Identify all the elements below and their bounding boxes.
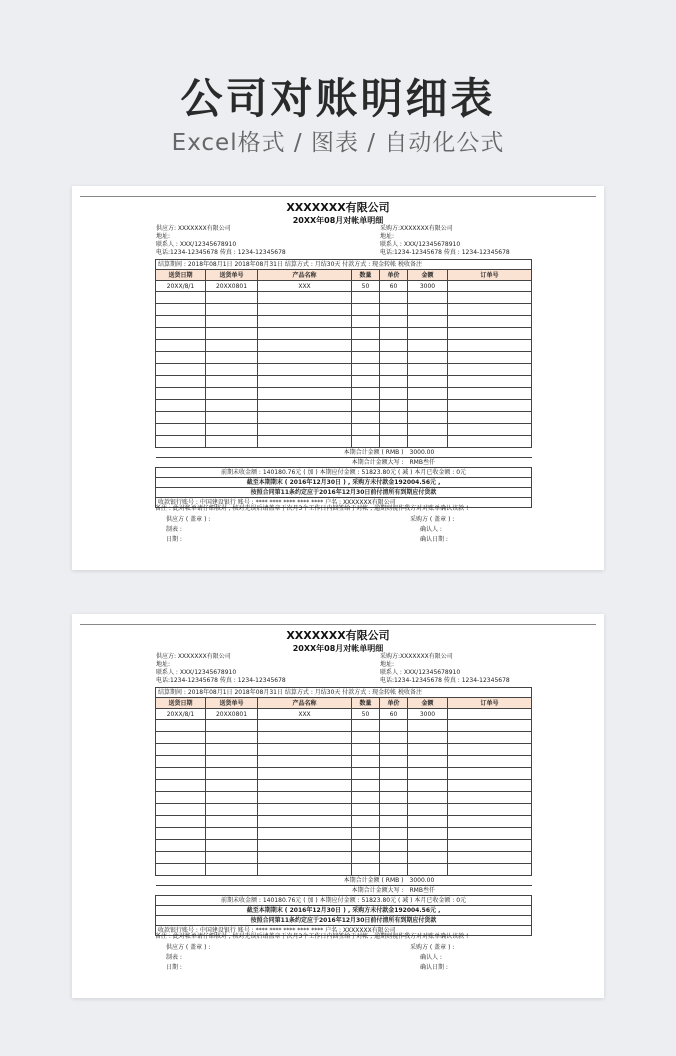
col-header: 单价 (380, 270, 408, 281)
payment-terms: 按照合同第11条约定应于2016年12月30日前付清所有到期应付货款 (156, 916, 532, 926)
supplier-phone: 电话:1234-12345678 传真 : 1234-12345678 (156, 249, 286, 256)
bank-info: 收款银行账号 : 中国建设银行 账号 : **** **** **** **** **** 户名 : XXXXXXX有限公司 (156, 498, 532, 508)
empty-row (156, 412, 532, 424)
confirm-date: 确认日期 : (420, 964, 448, 971)
col-header: 送货单号 (206, 698, 258, 709)
statement-title: 20XX年08月对帐单明细 (292, 644, 384, 653)
total-value: 3000.00 (408, 448, 532, 458)
col-header: 产品名称 (258, 698, 352, 709)
empty-row (156, 352, 532, 364)
supplier-sign: 供应方 ( 盖章 ) : (166, 944, 211, 951)
table-header-row (156, 270, 532, 281)
statement-preview-card (72, 614, 604, 998)
empty-row (156, 864, 532, 876)
company-title: XXXXXXX有限公司 (286, 629, 390, 642)
cell-product: XXX (258, 709, 352, 720)
cutoff-balance: 截至本期期末 ( 2016年12月30日 ) , 采购方未付款金192004.56元 , (156, 478, 532, 488)
empty-row (156, 436, 532, 448)
supplier-name: 供应方: XXXXXXX有限公司 (156, 653, 231, 660)
uppercase-value: RMB叁仟 (408, 458, 532, 468)
buyer-phone: 电话:1234-12345678 传真 : 1234-12345678 (380, 677, 510, 684)
empty-row (156, 744, 532, 756)
cell-no: 20XX0801 (206, 281, 258, 292)
cell-order (448, 709, 532, 720)
confirmer: 确认人 : (420, 526, 442, 533)
total-label: 本期合计金额 ( RMB ) (156, 448, 408, 458)
cell-date: 20XX/8/1 (156, 281, 206, 292)
supplier-address: 地址: (156, 661, 171, 668)
col-header: 数量 (352, 270, 380, 281)
empty-row (156, 376, 532, 388)
col-header: 送货日期 (156, 698, 206, 709)
empty-row (156, 732, 532, 744)
cell-price: 60 (380, 709, 408, 720)
payment-terms: 按照合同第11条约定应于2016年12月30日前付清所有到期应付货款 (156, 488, 532, 498)
col-header: 产品名称 (258, 270, 352, 281)
cell-qty: 50 (352, 709, 380, 720)
table-header-row (156, 698, 532, 709)
reviewer: 制表 : (166, 954, 182, 961)
empty-row (156, 780, 532, 792)
empty-row (156, 400, 532, 412)
statement-sheet (80, 624, 596, 989)
cell-product: XXX (258, 281, 352, 292)
statement-table (155, 259, 532, 508)
statement-table (155, 687, 532, 936)
empty-row (156, 828, 532, 840)
supplier-sign: 供应方 ( 盖章 ) : (166, 516, 211, 523)
uppercase-label: 本期合计金额大写 : (156, 886, 408, 896)
supplier-contact: 联系人 : XXX/12345678910 (156, 241, 237, 248)
buyer-sign: 采购方 ( 盖章 ) : (410, 944, 455, 951)
buyer-address: 地址: (380, 661, 395, 668)
col-header: 数量 (352, 698, 380, 709)
buyer-contact: 联系人 : XXX/12345678910 (380, 669, 461, 676)
settlement-period: 结算期间 : 2018年08月1日 2018年08月31日 结算方式 : 月结30天 付款方式 : 现金转帐 税收备注 (156, 688, 532, 698)
date: 日期 : (166, 964, 182, 971)
empty-row (156, 804, 532, 816)
empty-row (156, 840, 532, 852)
empty-row (156, 364, 532, 376)
col-header: 金额 (408, 698, 448, 709)
col-header: 送货单号 (206, 270, 258, 281)
empty-row (156, 768, 532, 780)
prior-balance: 前期未收金额 : 140180.76元 ( 加 ) 本期应付金额 : 51823.80元 ( 减 ) 本月已收金额 : 0元 (156, 468, 532, 478)
empty-row (156, 304, 532, 316)
empty-row (156, 756, 532, 768)
uppercase-value: RMB叁仟 (408, 886, 532, 896)
empty-row (156, 328, 532, 340)
buyer-address: 地址: (380, 233, 395, 240)
col-header: 订单号 (448, 270, 532, 281)
statement-title: 20XX年08月对帐单明细 (292, 216, 384, 225)
reviewer: 制表 : (166, 526, 182, 533)
empty-row (156, 340, 532, 352)
supplier-name: 供应方: XXXXXXX有限公司 (156, 225, 231, 232)
cell-date: 20XX/8/1 (156, 709, 206, 720)
empty-row (156, 720, 532, 732)
supplier-contact: 联系人 : XXX/12345678910 (156, 669, 237, 676)
buyer-contact: 联系人 : XXX/12345678910 (380, 241, 461, 248)
statement-preview-card (72, 186, 604, 570)
buyer-sign: 采购方 ( 盖章 ) : (410, 516, 455, 523)
uppercase-label: 本期合计金额大写 : (156, 458, 408, 468)
statement-sheet (80, 196, 596, 561)
cell-price: 60 (380, 281, 408, 292)
date: 日期 : (166, 536, 182, 543)
note: 备注 : 此对帐单请仔细核对 , 核对无误后请盖章于次月3个工作日内回签给于对帐 , 逾期则视作我方对对账单确认该款 ! (155, 505, 469, 512)
empty-row (156, 792, 532, 804)
company-title: XXXXXXX有限公司 (286, 201, 390, 214)
settlement-period: 结算期间 : 2018年08月1日 2018年08月31日 结算方式 : 月结30天 付款方式 : 现金转帐 税收备注 (156, 260, 532, 270)
empty-row (156, 388, 532, 400)
cell-no: 20XX0801 (206, 709, 258, 720)
table-row (156, 281, 532, 292)
empty-row (156, 292, 532, 304)
empty-row (156, 816, 532, 828)
col-header: 单价 (380, 698, 408, 709)
cell-order (448, 281, 532, 292)
page-subtitle: Excel格式 / 图表 / 自动化公式 (171, 130, 505, 156)
buyer-phone: 电话:1234-12345678 传真 : 1234-12345678 (380, 249, 510, 256)
buyer-name: 采购方:XXXXXXX有限公司 (380, 225, 453, 232)
empty-row (156, 424, 532, 436)
col-header: 金额 (408, 270, 448, 281)
supplier-address: 地址: (156, 233, 171, 240)
confirm-date: 确认日期 : (420, 536, 448, 543)
empty-row (156, 852, 532, 864)
col-header: 送货日期 (156, 270, 206, 281)
page-title: 公司对账明细表 (180, 74, 496, 123)
cutoff-balance: 截至本期期末 ( 2016年12月30日 ) , 采购方未付款金192004.56元 , (156, 906, 532, 916)
cell-amount: 3000 (408, 709, 448, 720)
prior-balance: 前期未收金额 : 140180.76元 ( 加 ) 本期应付金额 : 51823.80元 ( 减 ) 本月已收金额 : 0元 (156, 896, 532, 906)
buyer-name: 采购方:XXXXXXX有限公司 (380, 653, 453, 660)
empty-row (156, 316, 532, 328)
total-value: 3000.00 (408, 876, 532, 886)
table-row (156, 709, 532, 720)
supplier-phone: 电话:1234-12345678 传真 : 1234-12345678 (156, 677, 286, 684)
col-header: 订单号 (448, 698, 532, 709)
total-label: 本期合计金额 ( RMB ) (156, 876, 408, 886)
note: 备注 : 此对帐单请仔细核对 , 核对无误后请盖章于次月3个工作日内回签给于对帐 , 逾期则视作我方对对账单确认该款 ! (155, 933, 469, 940)
bank-info: 收款银行账号 : 中国建设银行 账号 : **** **** **** **** **** 户名 : XXXXXXX有限公司 (156, 926, 532, 936)
confirmer: 确认人 : (420, 954, 442, 961)
cell-qty: 50 (352, 281, 380, 292)
cell-amount: 3000 (408, 281, 448, 292)
